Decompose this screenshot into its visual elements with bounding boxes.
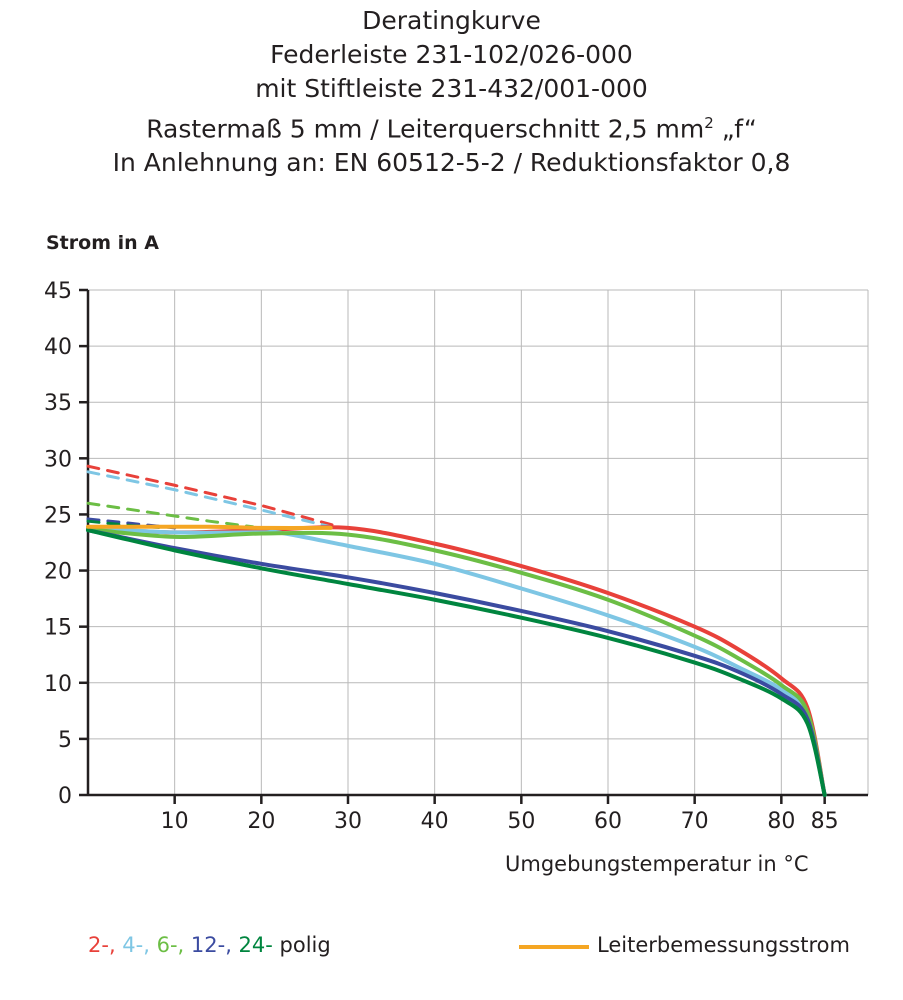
y-tick-label: 45	[44, 279, 72, 304]
y-tick-label: 35	[44, 391, 72, 417]
x-tick-label: 85	[810, 809, 839, 834]
legend-poles	[88, 933, 331, 957]
legend-pole-0: 2-,	[88, 933, 123, 957]
series-line	[88, 527, 331, 528]
y-tick-label: 0	[58, 784, 72, 809]
legend-pole-4: 24-	[238, 933, 280, 957]
title-line-4-superscript: 2	[704, 114, 714, 132]
y-tick-label: 40	[44, 335, 72, 361]
series-line	[88, 472, 331, 527]
title-line-2: Federleiste 231-102/026-000	[270, 40, 633, 69]
y-tick-label: 25	[44, 503, 72, 529]
y-tick-label: 5	[58, 727, 72, 753]
x-tick-label: 60	[594, 809, 622, 834]
chart-area	[0, 222, 903, 876]
title-line-4-tail: „f“	[713, 114, 757, 144]
series-line	[88, 466, 339, 527]
x-tick-label: 20	[247, 809, 276, 834]
legend-current-label: Leiterbemessungsstrom	[597, 933, 850, 957]
legend-pole-1: 4-,	[122, 933, 157, 957]
title-line-1: Deratingkurve	[362, 6, 541, 35]
y-tick-label: 20	[44, 559, 72, 585]
x-tick-label: 80	[767, 809, 796, 834]
x-axis-label: Umgebungstemperatur in °C	[505, 852, 809, 876]
y-tick-label: 30	[44, 447, 72, 473]
y-tick-label: 10	[44, 671, 72, 697]
y-axis-label: Strom in A	[46, 232, 159, 254]
x-tick-label: 10	[160, 809, 189, 834]
chart-title-block	[0, 0, 903, 180]
title-line-4-main: Rastermaß 5 mm / Leiterquerschnitt 2,5 mm	[146, 114, 705, 144]
title-line-4	[0, 106, 903, 146]
x-tick-label: 70	[680, 809, 709, 834]
legend-current-line	[519, 945, 589, 949]
legend-pole-3: 12-,	[190, 933, 239, 957]
legend-poles-suffix: polig	[279, 933, 331, 957]
chart-legend	[0, 925, 903, 985]
y-tick-label: 15	[44, 615, 72, 641]
title-line-3: mit Stiftleiste 231-432/001-000	[255, 74, 648, 103]
chart-plot	[0, 222, 903, 842]
x-tick-label: 40	[420, 809, 449, 834]
x-tick-label: 30	[334, 809, 362, 834]
legend-current-swatch	[519, 945, 589, 949]
x-tick-label: 50	[507, 809, 536, 834]
legend-pole-2: 6-,	[156, 933, 191, 957]
title-line-5: In Anlehnung an: EN 60512-5-2 / Reduktionsfaktor 0,8	[112, 148, 791, 178]
